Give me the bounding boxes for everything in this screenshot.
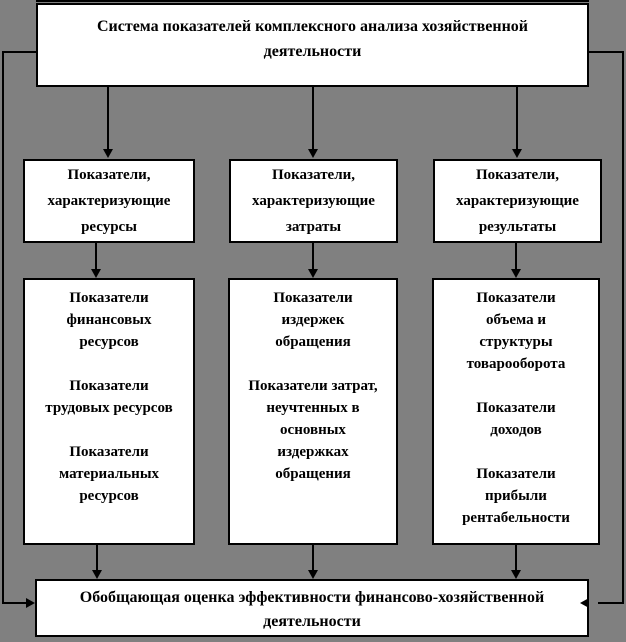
category-box-resources-label: Показатели, характеризующие ресурсы [47, 167, 171, 235]
detail-item: Показатели издержек обращения [273, 290, 353, 350]
down-arrowhead-icon [308, 149, 318, 158]
down-arrowhead-icon [308, 269, 318, 278]
title-box-label: Система показателей комплексного анализа хозяйственной деятельности [96, 18, 529, 60]
detail-box-results [432, 278, 600, 545]
detail-item: Показатели материальных ресурсов [58, 444, 160, 504]
down-arrowhead-icon [511, 570, 521, 579]
detail-item: Показатели затрат, неучтенных в основных издержках обращения [248, 378, 378, 482]
category-box-costs [229, 159, 398, 243]
connector-line [2, 602, 26, 604]
connector-line [107, 87, 109, 149]
detail-item: Показатели финансовых ресурсов [66, 290, 152, 350]
connector-line [589, 51, 624, 53]
category-box-results [433, 159, 602, 243]
connector-line [515, 243, 517, 269]
category-box-resources [23, 159, 195, 243]
connector-line [96, 545, 98, 570]
connector-line [516, 87, 518, 149]
down-arrowhead-icon [92, 570, 102, 579]
down-arrowhead-icon [91, 269, 101, 278]
detail-box-resources [23, 278, 195, 545]
down-arrowhead-icon [308, 570, 318, 579]
summary-box-label: Обобщающая оценка эффективности финансово-хозяйственной деятельности [79, 589, 545, 630]
connector-line [515, 545, 517, 570]
category-box-costs-label: Показатели, характеризующие затраты [252, 167, 375, 235]
right-arrowhead-icon [26, 598, 35, 608]
detail-item: Показатели трудовых ресурсов [45, 378, 173, 416]
category-box-results-label: Показатели, характеризующие результаты [456, 167, 579, 235]
connector-line [622, 51, 624, 604]
connector-line [2, 51, 36, 53]
connector-line [2, 51, 4, 604]
detail-box-costs [228, 278, 398, 545]
detail-item: Показатели доходов [476, 400, 556, 438]
down-arrowhead-icon [103, 149, 113, 158]
top-frame-line [36, 0, 589, 2]
connector-line [95, 243, 97, 269]
title-box [36, 3, 589, 87]
connector-line [312, 243, 314, 269]
connector-line [598, 602, 622, 604]
detail-item: Показатели объема и структуры товарооборота [466, 290, 566, 372]
down-arrowhead-icon [512, 149, 522, 158]
left-arrowhead-icon [580, 598, 589, 608]
detail-item: Показатели прибыли рентабельности [462, 466, 570, 526]
down-arrowhead-icon [511, 269, 521, 278]
summary-box [35, 579, 589, 637]
connector-line [312, 87, 314, 149]
connector-line [312, 545, 314, 570]
